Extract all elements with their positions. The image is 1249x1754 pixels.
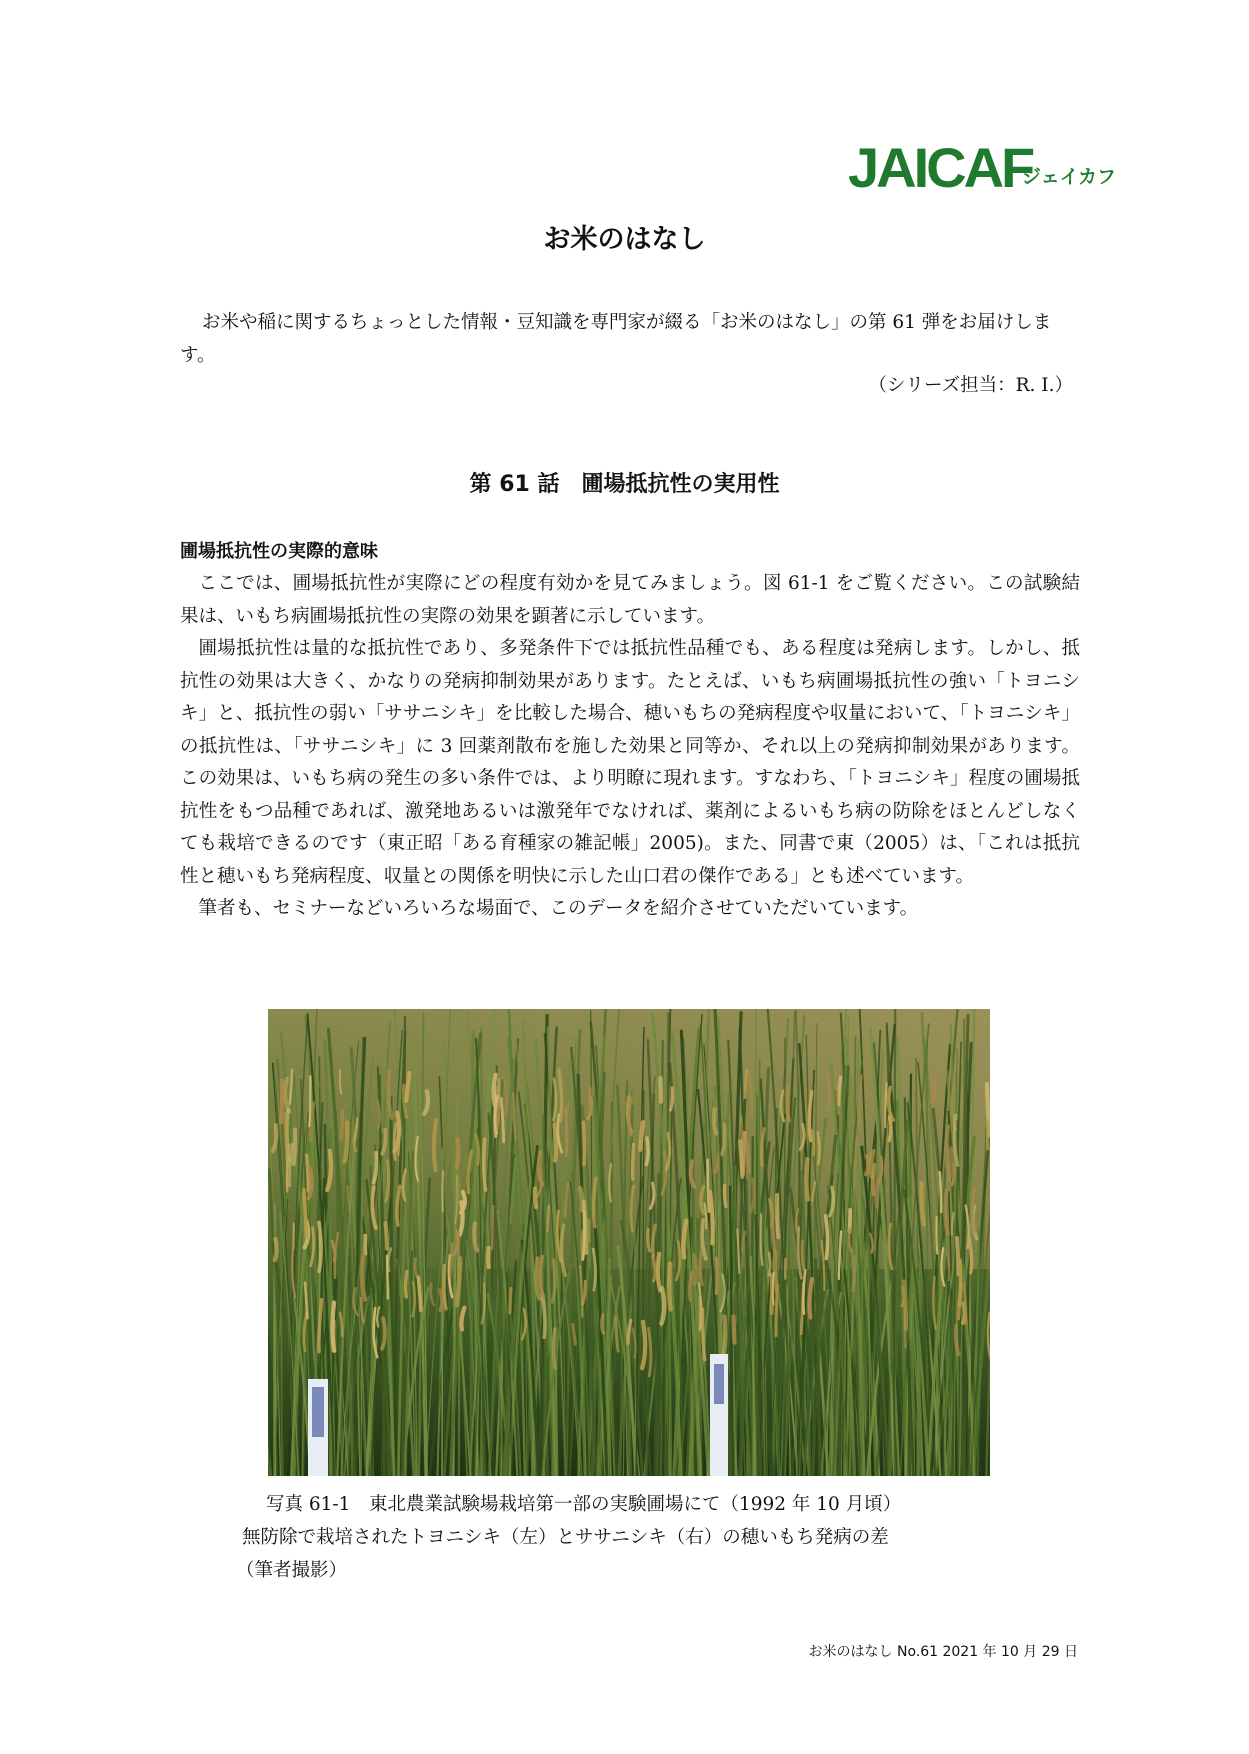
- variety-label-right: [710, 1354, 728, 1476]
- caption-line-2: 無防除で栽培されたトヨニシキ（左）とササニシキ（右）の穂いもち発病の差: [242, 1527, 889, 1548]
- logo-wordmark: JAICAF: [848, 136, 1033, 199]
- caption-line-1: 写真 61-1 東北農業試験場栽培第一部の実験圃場にて（1992 年 10 月頃）: [266, 1494, 902, 1515]
- paragraph-3: 筆者も、セミナーなどいろいろな場面で、このデータを紹介させていただいています。: [198, 898, 919, 919]
- photo-caption: [236, 1488, 1056, 1587]
- paragraph-2: 圃場抵抗性は量的な抵抗性であり、多発条件下では抵抗性品種でも、ある程度は発病します。しかし、抵抗性の効果は大きく、かなりの発病抑制効果があります。たとえば、いもち病圃場抵抗性の強い「トヨニシキ」と、抵抗性の弱い「ササニシキ」を比較した場合、穂いもちの発病程度や収量において、「トヨニシキ」の抵抗性は、「ササニシキ」に 3 回薬剤散布を施した効果と同等か、それ以上の発病抑制効果があります。この効果は、いもち病の発生の多い条件では、より明瞭に現れます。すなわち、「トヨニシキ」程度の圃場抵抗性をもつ品種であれば、激発地あるいは激発年でなければ、薬剤によるいもち病の防除をほとんどしなくても栽培できるのです（東正昭「ある育種家の雑記帳」2005)。また、同書で東（2005）は、「これは抵抗性と穂いもち発病程度、収量との関係を明快に示した山口君の傑作である」とも述べています。: [180, 638, 1080, 887]
- rice-field-photo: [268, 1009, 990, 1476]
- variety-label-left: [308, 1379, 328, 1476]
- page-footer: お米のはなし No.61 2021 年 10 月 29 日: [808, 1644, 1078, 1660]
- intro-body: お米や稲に関するちょっとした情報・豆知識を専門家が綴る「お米のはなし」の第 61 弾をお届けします。: [180, 312, 1052, 366]
- series-title: お米のはなし: [543, 224, 706, 255]
- logo-katakana: ジェイカフ: [1022, 166, 1117, 188]
- intro-text: [180, 306, 1080, 372]
- series-credit: （シリーズ担当：R. I.）: [868, 375, 1073, 396]
- article-body: [180, 568, 1080, 926]
- paragraph-1: ここでは、圃場抵抗性が実際にどの程度有効かを見てみましょう。図 61-1 をご覧ください。この試験結果は、いもち病圃場抵抗性の実際の効果を顕著に示しています。: [180, 573, 1080, 627]
- section-heading: 圃場抵抗性の実際的意味: [180, 541, 378, 562]
- episode-title: 第 61 話 圃場抵抗性の実用性: [469, 472, 780, 497]
- jaicaf-logo: [848, 138, 1118, 198]
- caption-line-3: （筆者撮影）: [236, 1560, 348, 1581]
